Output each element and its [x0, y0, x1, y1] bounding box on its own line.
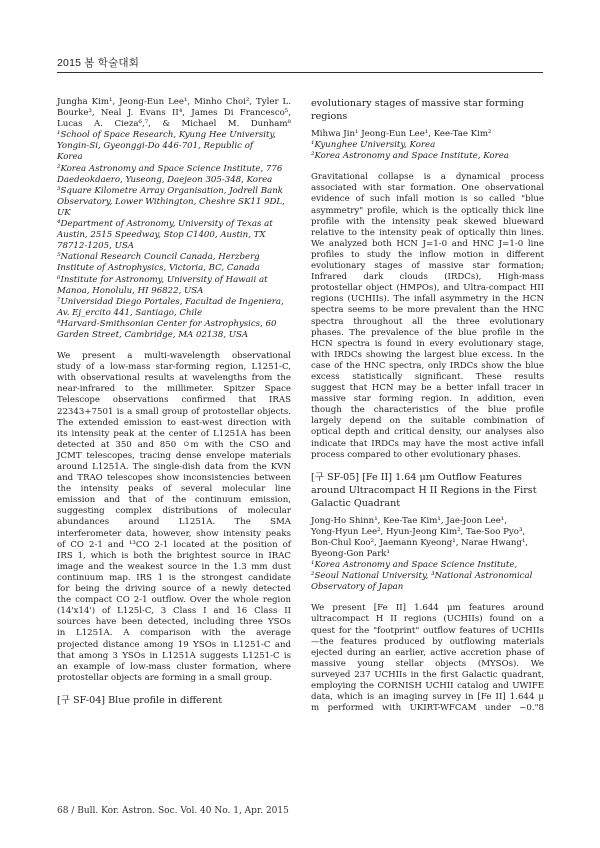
text-line: Manoa, Honolulu, HI 96822, USA [57, 285, 204, 296]
text-line: Jong-Ho Shinn¹, Kee-Tae Kim¹, Jae-Joon Lee¹, [311, 515, 507, 526]
text-line: Yongin-Si, Gyeonggi-Do 446-701, Republic of [57, 141, 254, 152]
text-line: continuum map. IRS 1 is the strongest candidate [57, 572, 291, 583]
text-line: Av. Ej_ercito 441, Santiago, Chile [57, 307, 203, 318]
text-line: excess statistically significant. These results [311, 371, 544, 382]
text-line: We present [Fe II] 1.644 μm features around [311, 603, 544, 614]
text-line: We present a multi-wavelength observational [57, 351, 291, 362]
left-column [57, 97, 291, 707]
text-line: ultracompact H II regions (UCHIIs) found on a [311, 614, 544, 625]
sf04-title: [구 SF-04] Blue profile in different [57, 694, 223, 706]
text-line: study of a low-mass star-forming region, L1251-C, [57, 362, 291, 373]
right-column [311, 97, 544, 714]
text-line: detected at 350 and 850 ㅇm with the CSO and [57, 439, 291, 450]
text-line: ⁸Harvard-Smithsonian Center for Astrophysics, 60 [57, 318, 277, 329]
text-line: indicate that IRDCs may have the most active infall [311, 438, 544, 449]
text-line: The extended emission to east-west direction with [57, 417, 291, 428]
text-line: Gravitational collapse is a dynamical process [311, 172, 544, 183]
text-line: massive star forming region. In addition, even [311, 394, 544, 405]
text-line: evidence of such infall motion is so called "blue [311, 194, 544, 205]
text-line: ⁵National Research Council Canada, Herzberg [57, 252, 260, 263]
text-line: and TRAO telescopes show inconsistencies between [57, 473, 291, 484]
text-line: quest for the "footprint" outflow features of UCHIIs [311, 625, 544, 636]
text-line: regions [311, 111, 348, 122]
text-line: Yong-Hyun Lee², Hyun-Jeong Kim², Tae-Soo Pyo³, [311, 526, 526, 537]
text-line: data, which is an imaging survey in [Fe II] 1.644 μ [311, 692, 544, 703]
text-line: ²Korea Astronomy and Space Science Institute, 776 [57, 163, 283, 174]
text-line: in L1251A. A comparison with the average [57, 628, 291, 639]
text-line: Garden Street, Cambridge, MA 02138, USA [57, 329, 249, 340]
text-line: of CO 2-1 and ¹³CO 2-1 located at the position of [57, 539, 291, 550]
text-line: with IRDCs showing the largest blue excess. In the [311, 349, 544, 360]
text-line: associated with star formation. One observational [311, 183, 544, 194]
text-line: Infrared dark clouds (IRDCs), High-mass [311, 272, 544, 283]
text-line: abundances around L1251A. The SMA [57, 517, 291, 528]
text-line: with observational results at wavelengths from the [57, 373, 291, 384]
text-line: Byeong-Gon Park¹ [311, 549, 390, 559]
text-line: ⁶Institute for Astronomy, University of Hawaii at [57, 274, 268, 285]
sf04-abstract [311, 172, 544, 460]
text-line: We analyzed both HCN J=1-0 and HNC J=1-0 line [311, 238, 544, 249]
text-line: optical depth and critical density, our analyses also [311, 427, 544, 438]
sf05-abstract [311, 603, 544, 714]
text-line: ¹Kyunghee University, Korea [311, 140, 436, 151]
text-line: Jungha Kim¹, Jeong-Eun Lee¹, Minho Choi², Tyler L. [57, 97, 291, 107]
text-line: —the features produced by outflowing materials [311, 636, 544, 647]
text-line: Bourke³, Neal J. Evans II⁴, James Di Francesco⁵, [57, 108, 291, 119]
text-line: sources have been detected, including three YSOs [57, 617, 291, 628]
text-line: projected distance among 19 YSOs in L1251-C and [57, 639, 291, 650]
text-line: suggest that HCN may be a better infall tracer in [311, 383, 544, 394]
text-line: massive young stellar objects (MYSOs). We [311, 658, 544, 669]
text-line: around Ultracompact H II Regions in the First [311, 484, 537, 496]
text-line: its intensity peak at the center of L1251A has been [57, 428, 291, 439]
text-line: phases. The prevalence of the blue profile in the [311, 327, 544, 338]
text-line: ¹School of Space Research, Kyung Hee University, [57, 130, 276, 141]
text-line: Daedeokdaero, Yuseong, Daejeon 305-348, Korea [57, 174, 273, 185]
sf03-authors [57, 97, 291, 130]
text-line: regions (UCHIIs). The infall asymmetry in the HCN [311, 294, 544, 305]
text-line: Bon-Chul Koo², Jaemann Kyeong¹, Narae Hwang¹, [311, 537, 529, 548]
text-line: suggesting complex distributions of molecular [57, 506, 291, 517]
text-line: 78712-1205, USA [57, 241, 134, 252]
text-line: Observatory, Lower Withington, Cheshre SK11 9DL, [57, 196, 285, 207]
text-line: profiles to study the inflow motion in different [311, 249, 544, 260]
page-footer: 68 / Bull. Kor. Astron. Soc. Vol. 40 No. 1, Apr. 2015 [57, 806, 289, 816]
text-line: though the characteristics of the blue profile [311, 405, 544, 416]
text-line: Observatory of Japan [311, 582, 404, 593]
text-line: profile with the intensity peak skewed blueward [311, 216, 544, 227]
text-line: the compact CO 2-1 outflow. Over the whole region [57, 595, 291, 606]
text-line: HCN spectra is found in every evolutionary stage, [311, 338, 544, 349]
text-line: employing the CORNISH UCHII catalog and UWIFE [311, 681, 544, 692]
text-line: [구 SF-05] [Fe II] 1.64 μm Outflow Features [311, 471, 522, 483]
text-line: emission and that of the continuum emission, [57, 495, 291, 506]
text-line: evolutionary stages of massive star forming [311, 98, 524, 109]
text-line: ejected during an earlier, active accretion phase of [311, 647, 544, 658]
text-line: 22343+7501 is a small group of protostellar objects. [57, 406, 291, 417]
text-line: ²Seoul National University, ³National Astronomical [311, 571, 533, 582]
sf04-authors [311, 129, 544, 140]
text-line: largely depend on the suitable combination of [311, 416, 544, 427]
text-line: surveyed 237 UCHIIs in the first Galactic quadrant, [311, 669, 544, 680]
text-line: interferometer data, however, show intensity peaks [57, 528, 291, 539]
text-line: asymmetry" profile, which is the optically thick line [311, 205, 544, 216]
text-line: protostellar objects are forming in a small group. [57, 672, 273, 683]
text-line: Mihwa Jin¹ Jeong-Eun Lee¹, Kee-Tae Kim² [311, 129, 492, 139]
text-line: UK [57, 207, 71, 218]
text-line: case of the HNC spectra, only IRDCs show the blue [311, 360, 544, 371]
text-line: process compared to other evolutionary phases. [311, 449, 521, 460]
text-line: spectra seems to be more prevalent than the HNC [311, 305, 544, 316]
sf04-title-continued [311, 97, 544, 123]
text-line: image and the weakest source in the 1.3 mm dust [57, 561, 291, 572]
text-line: for being the driving source of a newly detected [57, 584, 291, 595]
text-line: ⁴Department of Astronomy, University of Texas at [57, 219, 273, 230]
text-line: ⁷Universidad Diego Portales, Facultad de Ingeniera, [57, 296, 284, 307]
text-line: the intensity peaks of several molecular line [57, 484, 291, 495]
text-line: ¹Korea Astronomy and Space Science Institute, [311, 560, 518, 571]
text-line: IRS 1, which is both the brightest source in IRAC [57, 550, 291, 561]
text-line: evolutionary stages of massive star formation; [311, 261, 544, 272]
text-line: that among 3 YSOs in L1251A suggests L1251-C is [57, 650, 291, 661]
sf05-affiliations [311, 560, 544, 593]
text-line: Lucas A. Cieza⁶,⁷, & Michael M. Dunham⁸ [57, 119, 291, 130]
sf03-affiliations [57, 130, 291, 341]
text-line: an example of low-mass cluster formation, where [57, 661, 291, 672]
sf03-abstract [57, 351, 291, 684]
text-line: Institute of Astrophysics, Victoria, BC, Canada [57, 263, 260, 274]
text-line: m performed with UKIRT-WFCAM under ~0."8 [311, 703, 544, 714]
text-line: Korea [57, 152, 83, 163]
text-line: JCMT telescopes, tracing dense envelope materials [57, 450, 291, 461]
text-line: Telescope observations confirmed that IRAS [57, 395, 291, 406]
text-line: (14'x14') of L125l-C, 3 Class I and 16 Class II [57, 606, 291, 617]
running-header: 2015 봄 학술대회 [57, 57, 140, 69]
text-line: spectra throughout all the three evolutionary [311, 316, 544, 327]
text-line: near-infrared to the millimeter. Spitzer Space [57, 384, 291, 395]
text-line: Austin, 2515 Speedway, Stop C1400, Austin, TX [57, 230, 266, 241]
sf05-title [311, 471, 544, 510]
sf05-authors [311, 516, 544, 560]
text-line: relative to the intensity peak of optically thin lines. [311, 227, 544, 238]
header-rule [57, 72, 543, 73]
text-line: around L1251A. The single-dish data from the KVN [57, 462, 291, 472]
text-line: Galactic Quadrant [311, 497, 401, 509]
text-line: ³Square Kilometre Array Organisation, Jodrell Bank [57, 185, 283, 196]
text-line: ²Korea Astronomy and Space Institute, Korea [311, 151, 509, 162]
text-line: protostellar object (HMPOs), and Ultra-compact HII [311, 283, 544, 294]
sf04-affiliations [311, 140, 544, 162]
